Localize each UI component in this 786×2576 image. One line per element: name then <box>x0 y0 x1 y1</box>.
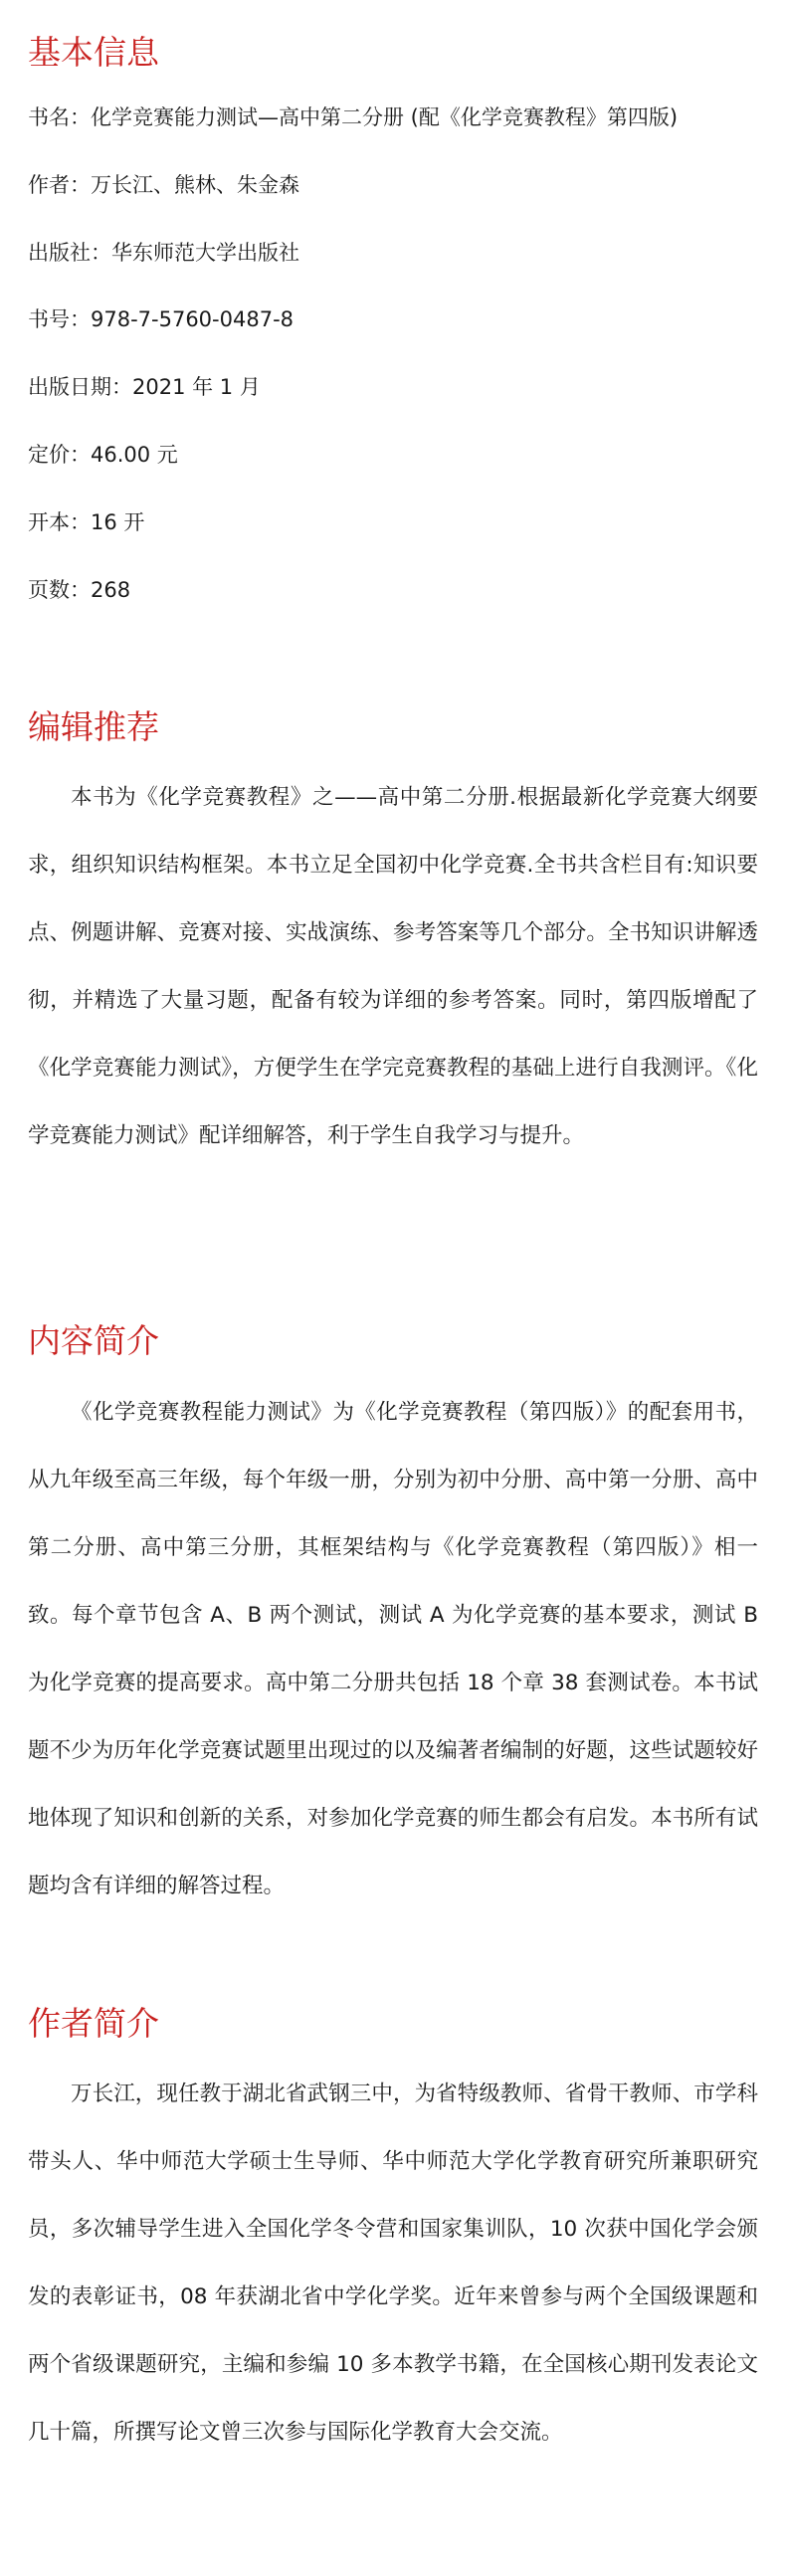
content-summary-text: 《化学竞赛教程能力测试》为《化学竞赛教程（第四版）》的配套用书，从九年级至高三年级，每个年级一册，分别为初中分册、高中第一分册、高中第二分册、高中第三分册，其框架结构与《化学竞赛教程（第四版）》相一致。每个章节包含 A、B 两个测试，测试 A 为化学竞赛的基本要求，测试 B 为化学竞赛的提高要求。高中第二分册共包括 18 个章 38 套测试卷。本书试题不少为历年化学竞赛试题里出现过的以及编著者编制的好题，这些试题较好地体现了知识和创新的关系，对参加化学竞赛的师生都会有启发。本书所有试题均含有详细的解答过程。 <box>28 1400 758 1898</box>
info-pages: 页数：268 <box>28 578 131 602</box>
info-format: 开本：16 开 <box>28 510 145 534</box>
content-summary-title: 内容简介 <box>28 1321 159 1360</box>
editor-recommendation-text: 本书为《化学竞赛教程》之——高中第二分册.根据最新化学竞赛大纲要求，组织知识结构框架。本书立足全国初中化学竞赛.全书共含栏目有:知识要点、例题讲解、竞赛对接、实战演练、参考答案等几个部分。全书知识讲解透彻，并精选了大量习题，配备有较为详细的参考答案。同时，第四版增配了《化学竞赛能力测试》，方便学生在学完竞赛教程的基础上进行自我测评。《化学竞赛能力测试》配详细解答，利于学生自我学习与提升。 <box>28 785 758 1148</box>
info-price: 定价：46.00 元 <box>28 443 178 467</box>
author-intro-title: 作者简介 <box>28 2004 159 2043</box>
info-publisher: 出版社：华东师范大学出版社 <box>28 241 299 265</box>
info-authors: 作者：万长江、熊林、朱金森 <box>28 173 299 197</box>
info-isbn: 书号：978-7-5760-0487-8 <box>28 307 295 331</box>
basic-info-title: 基本信息 <box>28 33 159 72</box>
info-book-name: 书名：化学竞赛能力测试—高中第二分册 (配《化学竞赛教程》第四版) <box>28 105 679 129</box>
author-intro-text: 万长江，现任教于湖北省武钢三中，为省特级教师、省骨干教师、市学科带头人、华中师范大学硕士生导师、华中师范大学化学教育研究所兼职研究员，多次辅导学生进入全国化学冬令营和国家集训队，10 次获中国化学会颁发的表彰证书，08 年获湖北省中学化学奖。近年来曾参与两个全国级课题和两个省级课题研究，主编和参编 10 多本教学书籍，在全国核心期刊发表论文几十篇，所撰写论文曾三次参与国际化学教育大会交流。 <box>28 2081 758 2445</box>
info-publish-date: 出版日期：2021 年 1 月 <box>28 375 261 399</box>
editor-recommendation-title: 编辑推荐 <box>28 707 159 746</box>
